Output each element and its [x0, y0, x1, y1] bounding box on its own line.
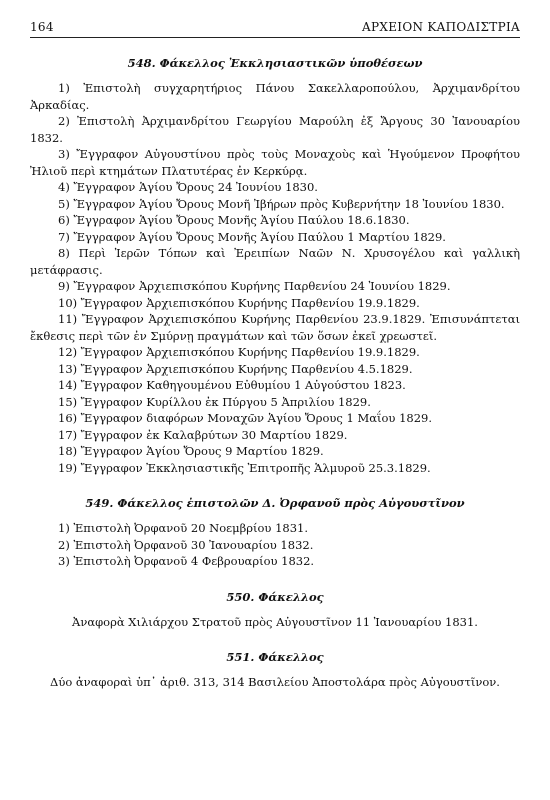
page-number: 164 — [30, 20, 54, 34]
list-item: 8) Περὶ Ἱερῶν Τόπων καὶ Ἐρειπίων Ναῶν Ν. Χρυσογέλου καὶ γαλλικὴ μετάφρασις. — [30, 246, 520, 277]
section-548-title: 548. Φάκελλος Ἐκκλησιαστικῶν ὑποθέσεων — [127, 56, 423, 70]
section-551-title: 551. Φάκελλος — [226, 650, 324, 664]
list-item: 7) Ἔγγραφον Ἁγίου Ὄρους Μονῆς Ἁγίου Παύλου 1 Μαρτίου 1829. — [58, 229, 446, 244]
page-header — [30, 20, 520, 38]
list-item: 12) Ἔγγραφον Ἀρχιεπισκόπου Κυρήνης Παρθενίου 19.9.1829. — [58, 345, 420, 359]
list-item: 17) Ἔγγραφον ἐκ Καλαβρύτων 30 Μαρτίου 1829. — [58, 427, 348, 442]
list-item: 13) Ἔγγραφον Ἀρχιεπισκόπου Κυρήνης Παρθενίου 4.5.1829. — [58, 361, 413, 376]
list-item: 18) Ἔγγραφον Ἁγίου Ὄρους 9 Μαρτίου 1829. — [58, 444, 324, 458]
list-item: 5) Ἔγγραφον Ἁγίου Ὄρους Μονῆ Ἰβήρων πρὸς Κυβερνήτην 18 Ἰουνίου 1830. — [58, 196, 505, 211]
list-item: 14) Ἔγγραφον Καθηγουμένου Εὐθυμίου 1 Αὐγούστου 1823. — [58, 378, 406, 392]
list-item: 10) Ἔγγραφον Ἀρχιεπισκόπου Κυρήνης Παρθενίου 19.9.1829. — [58, 295, 420, 310]
running-title: ΑΡΧΕΙΟΝ ΚΑΠΟΔΙΣΤΡΙΑ — [362, 20, 520, 34]
list-item: 4) Ἔγγραφον Ἁγίου Ὄρους 24 Ἰουνίου 1830. — [58, 180, 318, 194]
document-page — [30, 20, 520, 691]
list-item: 1) Ἐπιστολὴ συγχαρητήριος Πάνου Σακελλαροπούλου, Ἀρχιμανδρίτου Ἀρκαδίας. — [30, 81, 520, 112]
list-item: 2) Ἐπιστολὴ Ἀρχιμανδρίτου Γεωργίου Μαρούλη ἐξ Ἄργους 30 Ἰανουαρίου 1832. — [30, 114, 520, 145]
list-item: 19) Ἔγγραφον Ἐκκλησιαστικῆς Ἐπιτροπῆς Ἁλμυροῦ 25.3.1829. — [58, 460, 431, 475]
list-item: 11) Ἔγγραφον Ἀρχιεπισκόπου Κυρήνης Παρθενίου 23.9.1829. Ἐπισυνάπτεται ἔκθεσις περὶ τῶν ἐν Σμύρνῃ πραγμάτων καὶ τῶν ὅσων ἐκεῖ χρεωστεῖ. — [30, 312, 520, 343]
list-item: 16) Ἔγγραφον διαφόρων Μοναχῶν Ἁγίου Ὄρους 1 Μαΐου 1829. — [58, 411, 432, 425]
section-549-list — [30, 520, 520, 570]
list-item: 2) Ἐπιστολὴ Ὀρφανοῦ 30 Ἰανουαρίου 1832. — [58, 537, 314, 552]
list-item: 9) Ἔγγραφον Ἀρχιεπισκόπου Κυρήνης Παρθενίου 24 Ἰουνίου 1829. — [58, 279, 451, 293]
list-item: 3) Ἔγγραφον Αὐγουστίνου πρὸς τοὺς Μοναχοὺς καὶ Ἡγούμενον Προφήτου Ἠλιοῦ περὶ κτημάτων Πλατυτέρας ἐν Κερκύρᾳ. — [30, 147, 520, 178]
section-550-title: 550. Φάκελλος — [226, 589, 324, 604]
list-item: 6) Ἔγγραφον Ἁγίου Ὄρους Μονῆς Ἁγίου Παύλου 18.6.1830. — [58, 213, 410, 227]
section-550-text: Ἀναφορὰ Χιλιάρχου Στρατοῦ πρὸς Αὐγουστῖνον 11 Ἰανουαρίου 1831. — [72, 614, 478, 629]
list-item: 3) Ἐπιστολὴ Ὀρφανοῦ 4 Φεβρουαρίου 1832. — [58, 554, 315, 568]
section-551-text: Δύο ἀναφοραὶ ὑπ᾽ ἀριθ. 313, 314 Βασιλείου Ἀποστολάρα πρὸς Αὐγουστῖνον. — [50, 675, 500, 689]
section-549-title: 549. Φάκελλος ἐπιστολῶν Δ. Ὀρφανοῦ πρὸς Αὐγουστῖνον — [85, 496, 465, 510]
section-548-list — [30, 80, 520, 476]
list-item: 1) Ἐπιστολὴ Ὀρφανοῦ 20 Νοεμβρίου 1831. — [58, 521, 308, 535]
list-item: 15) Ἔγγραφον Κυρίλλου ἐκ Πύργου 5 Ἀπριλίου 1829. — [58, 394, 371, 409]
